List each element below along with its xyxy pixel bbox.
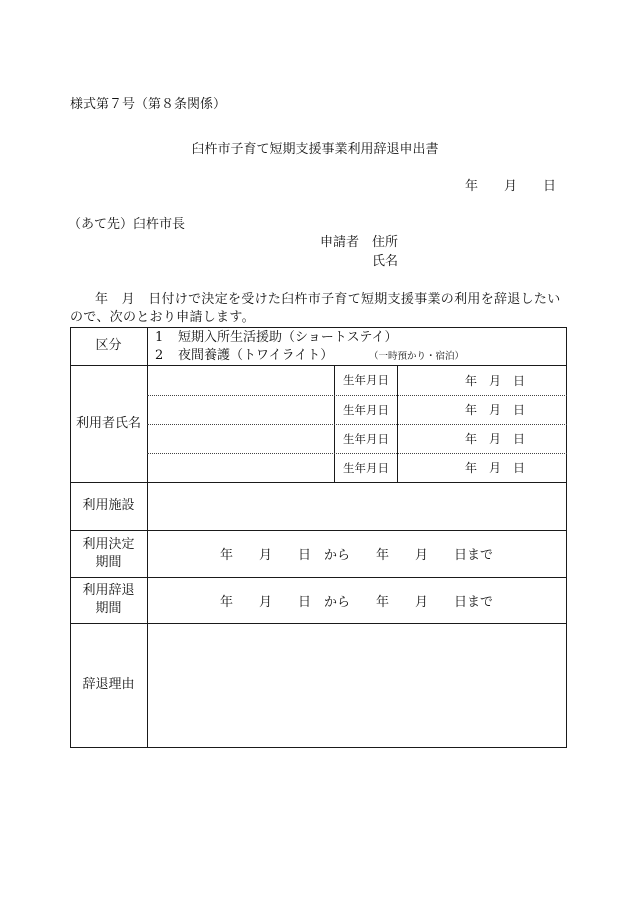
decision-period-value: 年 月 日 から 年 月 日まで [219,548,493,563]
reason-label [70,623,147,747]
reason-label-text: 辞退理由 [82,677,135,692]
table-bottom-border [70,747,567,748]
row-divider [70,530,567,531]
user-row-dotted-divider [147,424,567,425]
user-row [147,424,566,453]
user-name-label [70,365,147,482]
decision-period-field [147,530,566,577]
row-divider [70,482,567,483]
row-divider [70,577,567,578]
user-name-field [147,395,334,424]
birthdate-field: 年 月 日 [465,403,526,417]
table-top-border [70,327,567,328]
submission-date: 年 月 日 [465,179,557,194]
user-row-dotted-divider [147,395,567,396]
category-label-text: 区分 [95,338,122,353]
user-row-dotted-divider [147,453,567,454]
withdrawal-period-label-line-2: 期間 [95,601,122,616]
birthdate-label: 生年月日 [343,402,389,417]
row-divider [70,623,567,624]
category-label [70,327,147,365]
user-name-field [147,424,334,453]
document-title: 臼杵市子育て短期支援事業利用辞退申出書 [191,142,439,157]
form-number: 様式第７号（第８条関係） [70,97,227,112]
withdrawal-period-label [70,577,147,623]
user-row [147,395,566,424]
facility-field [147,482,566,530]
user-row [147,365,566,395]
decision-period-label-line-2: 期間 [95,554,122,570]
table-right-border [566,327,567,748]
user-name-label-text: 利用者氏名 [75,415,141,431]
applicant-address-label: 住所 [372,235,399,250]
decision-period-label-line-1: 利用決定 [82,536,135,552]
category-option-2-number: 2 [155,348,164,363]
birthdate-label: 生年月日 [343,373,389,387]
addressee: （あて先）臼杵市長 [68,217,186,232]
birthdate-field: 年 月 日 [465,373,526,388]
birthdate-field: 年 月 日 [465,461,526,475]
category-option-1-number: 1 [155,330,164,345]
user-name-field [147,365,334,395]
table-left-border [70,327,71,748]
withdrawal-period-label-line-1: 利用辞退 [82,583,135,598]
birthdate-label: 生年月日 [343,431,389,446]
reason-field [147,623,566,747]
statement-line-1: 年 月 日付けで決定を受けた臼杵市子育て短期支援事業の利用を辞退したい [95,292,561,307]
label-column-divider [147,327,148,748]
statement-line-2: ので、次のとおり申請します。 [70,310,255,325]
withdrawal-period-field [147,577,566,623]
applicant-name-label: 氏名 [372,254,399,269]
category-option-1-text: 短期入所生活援助（ショートステイ） [178,330,398,345]
decision-period-label [70,530,147,577]
category-option-2-note: （一時預かり・宿泊） [369,351,465,362]
birthdate-label: 生年月日 [343,460,389,475]
applicant-label: 申請者 [320,235,360,250]
user-row [147,453,566,482]
birthdate-field: 年 月 日 [465,432,526,446]
row-divider [70,365,567,366]
application-table [70,327,567,748]
facility-label-text: 利用施設 [82,498,135,513]
withdrawal-period-value: 年 月 日 から 年 月 日まで [219,594,493,610]
user-name-field [147,453,334,482]
facility-label [70,482,147,530]
category-option-2-text: 夜間養護（トワイライト） [178,348,334,363]
category-options [147,327,566,365]
